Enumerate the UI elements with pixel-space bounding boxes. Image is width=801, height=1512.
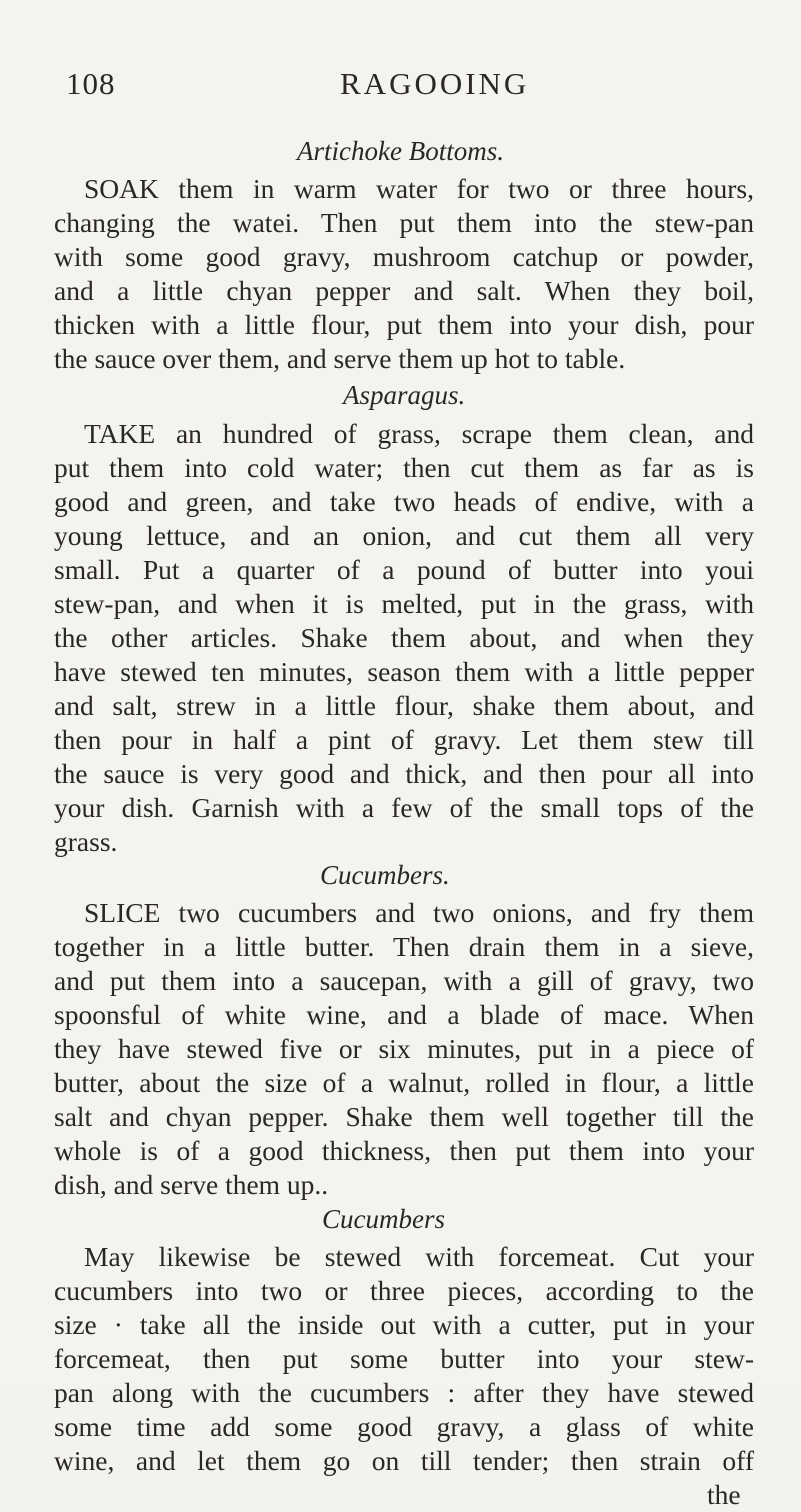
- text-line: and salt, strew in a little flour, shake them about, and: [54, 690, 754, 721]
- text-line: forcemeat, then put some butter into your stew-: [54, 1343, 754, 1374]
- text-line: good and green, and take two heads of endive, with a: [54, 486, 754, 517]
- text-line: and put them into a saucepan, with a gill of gravy, two: [54, 965, 754, 996]
- text-line: have stewed ten minutes, season them with a little pepper: [54, 656, 754, 687]
- text-line: thicken with a little flour, put them into your dish, pour: [54, 309, 754, 340]
- text-line: changing the watei. Then put them into the stew-pan: [54, 207, 754, 238]
- running-head: RAGOOING: [340, 66, 530, 101]
- text-line: and a little chyan pepper and salt. When they boil,: [54, 275, 754, 306]
- text-line: stew-pan, and when it is melted, put in the grass, with: [54, 588, 754, 619]
- text-line: your dish. Garnish with a few of the small tops of the: [54, 792, 754, 823]
- section-heading-cucumbers-forcemeat: Cucumbers: [322, 1204, 445, 1234]
- page-header: [66, 66, 736, 110]
- text-line: whole is of a good thickness, then put them into your: [54, 1135, 754, 1166]
- page-number: 108: [66, 66, 116, 101]
- text-line: the sauce over them, and serve them up hot to table.: [54, 343, 626, 374]
- text-line: put them into cold water; then cut them as far as is: [54, 452, 754, 483]
- text-line: the other articles. Shake them about, and when they: [54, 622, 754, 653]
- text-line: butter, about the size of a walnut, rolled in flour, a little: [54, 1067, 754, 1098]
- text-line: grass.: [54, 826, 118, 857]
- section-heading-cucumbers: Cucumbers.: [320, 860, 450, 890]
- text-line: some time add some good gravy, a glass of white: [54, 1411, 754, 1442]
- text-line: wine, and let them go on till tender; then strain off: [54, 1445, 754, 1476]
- text-line: small. Put a quarter of a pound of butter into youi: [54, 554, 754, 585]
- text-line: May likewise be stewed with forcemeat. Cut your: [84, 1241, 754, 1272]
- section-heading-asparagus: Asparagus.: [343, 380, 466, 410]
- text-line: pan along with the cucumbers : after they have stewed: [54, 1377, 754, 1408]
- text-line: young lettuce, and an onion, and cut them all very: [54, 520, 754, 551]
- text-line: with some good gravy, mushroom catchup or powder,: [54, 241, 754, 272]
- text-line: dish, and serve them up..: [54, 1169, 329, 1200]
- catchword: the: [707, 1479, 741, 1510]
- text-line: SOAK them in warm water for two or three hours,: [84, 173, 754, 204]
- text-line: SLICE two cucumbers and two onions, and fry them: [84, 897, 754, 928]
- text-line: spoonsful of white wine, and a blade of mace. When: [54, 999, 754, 1030]
- text-line: together in a little butter. Then drain them in a sieve,: [54, 931, 754, 962]
- text-line: salt and chyan pepper. Shake them well together till the: [54, 1101, 754, 1132]
- text-line: the sauce is very good and thick, and then pour all into: [54, 758, 754, 789]
- text-line: they have stewed five or six minutes, put in a piece of: [54, 1033, 754, 1064]
- section-heading-artichoke-bottoms: Artichoke Bottoms.: [297, 136, 504, 166]
- text-line: cucumbers into two or three pieces, according to the: [54, 1275, 754, 1306]
- text-line: then pour in half a pint of gravy. Let them stew till: [54, 724, 754, 755]
- text-line: TAKE an hundred of grass, scrape them clean, and: [84, 418, 754, 449]
- text-line: size · take all the inside out with a cutter, put in your: [54, 1309, 754, 1340]
